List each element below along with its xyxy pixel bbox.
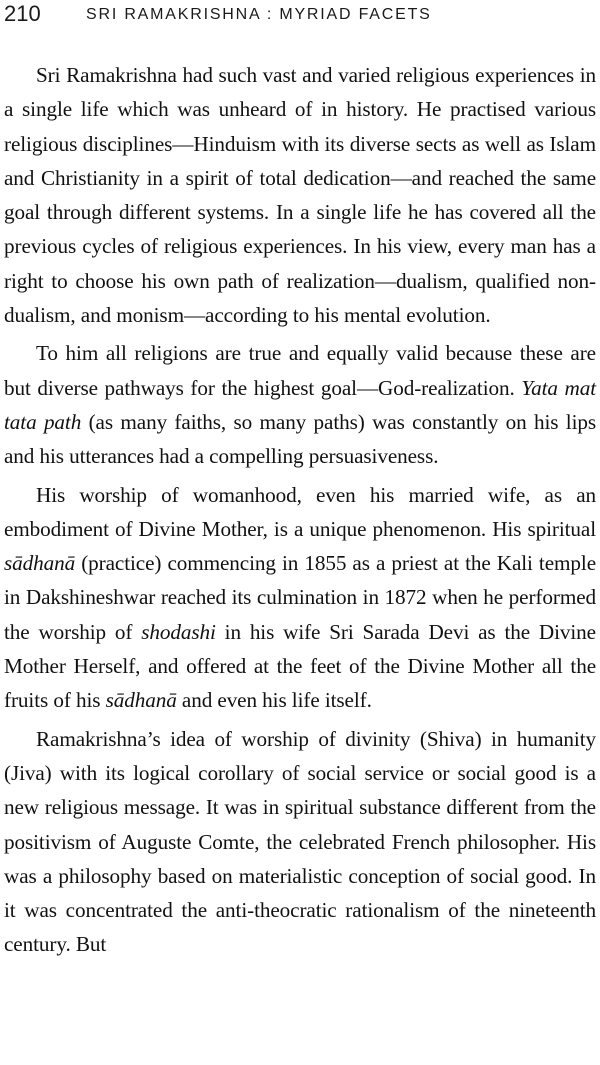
- paragraph-3-italic-shodashi: shodashi: [141, 619, 216, 644]
- paragraph-1: [4, 58, 596, 332]
- paragraph-3-italic-sadhana: sādhanā: [4, 551, 76, 576]
- running-title: SRI RAMAKRISHNA : MYRIAD FACETS: [86, 6, 432, 23]
- paragraph-1-text: Sri Ramakrishna had such vast and varied religious experiences in a single life which was unheard of in history. He practised various religious disciplines—Hinduism with its diverse sects as well as Islam and Christianity in a spirit of total dedication—and reached the same goal through different systems. In a single life he has covered all the previous cycles of religious experiences. In his view, every man has a right to choose his own path of realization—dualism, qualified non-dualism, and monism—according to his mental evolution.: [4, 63, 596, 328]
- paragraph-3-italic-sadhana-2: sādhanā: [105, 688, 177, 713]
- paragraph-3: [4, 478, 596, 718]
- paragraph-4-text: Ramakrishna’s idea of worship of divinity (Shiva) in humanity (Jiva) with its logical corollary of social service or social good is a new religious message. It was in spiritual substance different from the positivism of Auguste Comte, the celebrated French philosopher. His was a philosophy based on materialistic conception of social good. In it was concentrated the anti-theocratic rationalism of the nineteenth century. But: [4, 726, 596, 957]
- paragraph-2-text-a: To him all religions are true and equally valid because these are but diverse pathways for the highest goal—God-realization.: [4, 341, 596, 400]
- paragraph-3-text-c: in his wife Sri Sarada Devi as the Divine Mother Herself, and offered at the feet of the Divine Mother all the fruits of his: [4, 619, 596, 713]
- paragraph-2: [4, 336, 596, 473]
- running-head: [2, 2, 598, 28]
- paragraph-3-text-b: (practice) commencing in 1855 as a priest at the Kali temple in Dakshineshwar reached its culmination in 1872 when he performed the worship of: [4, 551, 596, 644]
- paragraph-3-text-a: His worship of womanhood, even his married wife, as an embodiment of Divine Mother, is a unique phenomenon. His spiritual: [4, 482, 596, 541]
- body-text: [4, 58, 596, 962]
- paragraph-3-text-d: and even his life itself.: [176, 688, 372, 713]
- page-number: 210: [4, 1, 41, 26]
- paragraph-4: [4, 722, 596, 962]
- paragraph-2-italic-phrase: Yata mat tata path: [4, 375, 596, 434]
- paragraph-2-text-b: (as many faiths, so many paths) was constantly on his lips and his utterances had a compelling persuasiveness.: [4, 409, 597, 469]
